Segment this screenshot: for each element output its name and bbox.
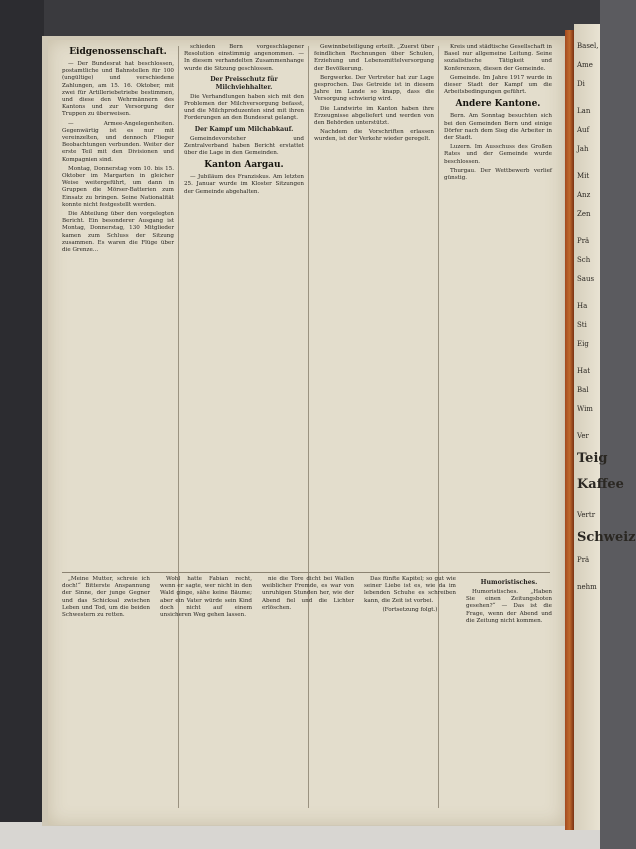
article-paragraph: Kreis und städtische Gesellschaft in Basel nur allgemeine Leitung. Seine sozialistische Tätigkeit und Konferenzen, diesen der Gemeinde. [444, 44, 552, 72]
feuilleton-paragraph: Wohl hatte Fabian recht, wenn er sagte, wer nicht in den Wald ginge, sähe keine Bäume; aber ein Vater würde sein Kind doch nicht auf einem unsicheren Weg gehen lassen. [160, 576, 252, 619]
adjacent-page-fragment: Teig [577, 451, 608, 466]
article-paragraph: Thurgau. Der Wettbewerb verlief günstig. [444, 167, 552, 182]
feuilleton-column-1 [62, 576, 150, 814]
article-paragraph: schieden Bern vorgeschlagener Resolution einstimmig angenommen. — In diesem verhandelten Zusammenhange wurde die Sitzung geschlossen. [184, 44, 304, 72]
section-heading: Eidgenossenschaft. [69, 47, 167, 57]
scan-backdrop-left [0, 0, 44, 849]
continuation-note: (Fortsetzung folgt.) [382, 606, 438, 613]
article-paragraph: Gemeinde. Im Jahre 1917 wurde in dieser Stadt der Kampf um die Arbeitsbedingungen geführt. [444, 74, 552, 96]
article-paragraph: Gemeindevorsteher und Zentralverband haben Bericht erstattet über die Lage in den Gemeinden. [184, 135, 304, 157]
feuilleton-column-4 [364, 576, 456, 814]
adjacent-page-fragment: Eig [577, 340, 589, 348]
article-paragraph: Die Abteilung über den vorgelegten Bericht. Ein besonderer Ausgang ist Montag, Donnerstag, 130 Mitglieder kamen zum Schluss der Sitzung zusammen. Es waren die Flüge über die Grenze... [62, 211, 174, 254]
adjacent-page-fragment: Ha [577, 302, 588, 310]
adjacent-page-fragment: Wim [577, 405, 593, 413]
scan-backdrop-top [0, 0, 600, 38]
adjacent-page-fragment: Zen [577, 210, 591, 218]
section-heading: Kanton Aargau. [204, 160, 284, 171]
article-paragraph: Nachdem die Vorschriften erlassen wurden, ist der Verkehr wieder geregelt. [314, 129, 434, 143]
adjacent-page-fragment: Prä [577, 556, 590, 564]
book-spine [565, 30, 574, 830]
article-paragraph: — Der Bundesrat hat beschlossen, postamtliche und Bahnstellen für 100 (ungültige) und verschiedene Zahlungen, am 15. 16. Oktober, mit zwei für Artilleriebetriebe bestimmen, und diese den Wehrmännern des Kantons und zur Versorgung der Truppen zu überweisen. [62, 61, 174, 118]
adjacent-page-fragment: Sch [577, 256, 591, 264]
adjacent-page-fragment: Hat [577, 367, 591, 375]
adjacent-page-fragment: Saus [577, 275, 595, 283]
adjacent-page-fragment: Ver [577, 432, 589, 440]
feuilleton-paragraph: Das fünfte Kapitel; so gut wie seiner Liebe ist es, wie da im lebenden Schuhe es schreiben kann, die Zeit ist vorbei. [364, 576, 456, 604]
article-paragraph: Bern. Am Sonntag besuchten sich bei den Gemeinden Bern und einige Dörfer nach dem Sieg die Arbeiter in der Stadt. [444, 113, 552, 142]
feuilleton-column-3 [262, 576, 354, 814]
feuilleton-column-2 [160, 576, 252, 814]
feuilleton-paragraph: Humoristisches. „Haben Sie einen Zeitungsboten gesehen?“ — Das ist die Frage, wenn der Abend und die Zeitung nicht kommen. [466, 589, 552, 624]
adjacent-page-fragment: Sti [577, 321, 587, 329]
adjacent-page-fragment: Prä [577, 237, 590, 245]
adjacent-page-fragment: Vertr [577, 511, 596, 519]
article-paragraph: Bergwerke. Der Vertreter hat zur Lage gesprochen. Das Getreide ist in diesem Jahre im Lande so knapp, dass die Versorgung schwierig wird. [314, 74, 434, 103]
article-heading: Der Preisschutz für Milchviehhalter. [210, 75, 278, 91]
section-heading: Andere Kantone. [455, 99, 541, 110]
newspaper-page [48, 40, 564, 825]
feuilleton-separator [62, 572, 550, 573]
article-paragraph: — Armee-Angelegenheiten. Gegenwärtig ist es nur mit vereinzelten, und dennoch Flieger Beobachtungen verbunden. Weiter der erste Teil mit den Divisionen und Kompagnien sind. [62, 120, 174, 163]
article-paragraph: Die Landwirte im Kanton haben ihre Erzeugnisse abgeliefert und werden von den Behörden unterstützt. [314, 105, 434, 127]
article-heading: Der Kampf um Milchabkauf. [194, 125, 294, 133]
adjacent-page-fragment: nehm [577, 583, 597, 591]
adjacent-page-fragment: Schweiz [577, 530, 636, 545]
adjacent-page-fragment: Bal [577, 386, 589, 394]
adjacent-page [574, 24, 636, 830]
scan-backdrop-bottom [0, 822, 600, 849]
feuilleton-column-5 [466, 576, 552, 814]
article-paragraph: Die Verhandlungen haben sich mit den Problemen der Milchversorgung befasst, und die Milchproduzenten sind mit ihren Forderungen an den Bundesrat gelangt. [184, 93, 304, 122]
adjacent-page-text [574, 42, 636, 592]
article-paragraph: Montag, Donnerstag vom 10. bis 15. Oktober im Margarten in gleicher Weise weitergeführt, um dann in Gruppen die Mörser-Batterien zum Einsatz zu bringen. Seine Nationalität konnte nicht festgestellt werden. [62, 165, 174, 208]
adjacent-page-fragment: Kaffee [577, 477, 624, 492]
feuilleton-paragraph: „Meine Mutter, schreie ich doch!“ Bitterste Anspannung der Sinne, der junge Gegner und das Schicksal zwischen Leben und Tod, um die beiden Schwestern zu retten. [62, 576, 150, 619]
article-paragraph: Gewinnbeteiligung erteilt. „Zuerst über feindlichen Rechnungen über Schulen, Erziehung und Lebensmittelversorgung der Bevölkerung. [314, 44, 434, 72]
adjacent-page-fragment: Mit [577, 172, 590, 180]
article-paragraph: Luzern. Im Ausschuss des Großen Rates und der Gemeinde wurde beschlossen. [444, 144, 552, 165]
article-paragraph: — Jubiläum des Franziskus. Am letzten 25. Januar wurde im Kloster Sitzungen der Gemeinde abgehalten. [184, 174, 304, 195]
adjacent-page-fragment: Ame [577, 61, 593, 69]
adjacent-page-fragment: Anz [577, 191, 591, 199]
adjacent-page-fragment: Di [577, 80, 585, 88]
humor-heading: Humoristisches. [480, 579, 538, 586]
adjacent-page-fragment: Lan [577, 107, 591, 115]
adjacent-page-fragment: Auf [577, 126, 590, 134]
feuilleton-paragraph: nie die Tore dicht bei Wallen weiblicher Fremde, es war von unruhigen Stunden her, wie der Abend fiel und die Lichter erlöschen. [262, 576, 354, 611]
adjacent-page-fragment: Basel, [577, 42, 599, 50]
adjacent-page-fragment: Jah [577, 145, 589, 153]
